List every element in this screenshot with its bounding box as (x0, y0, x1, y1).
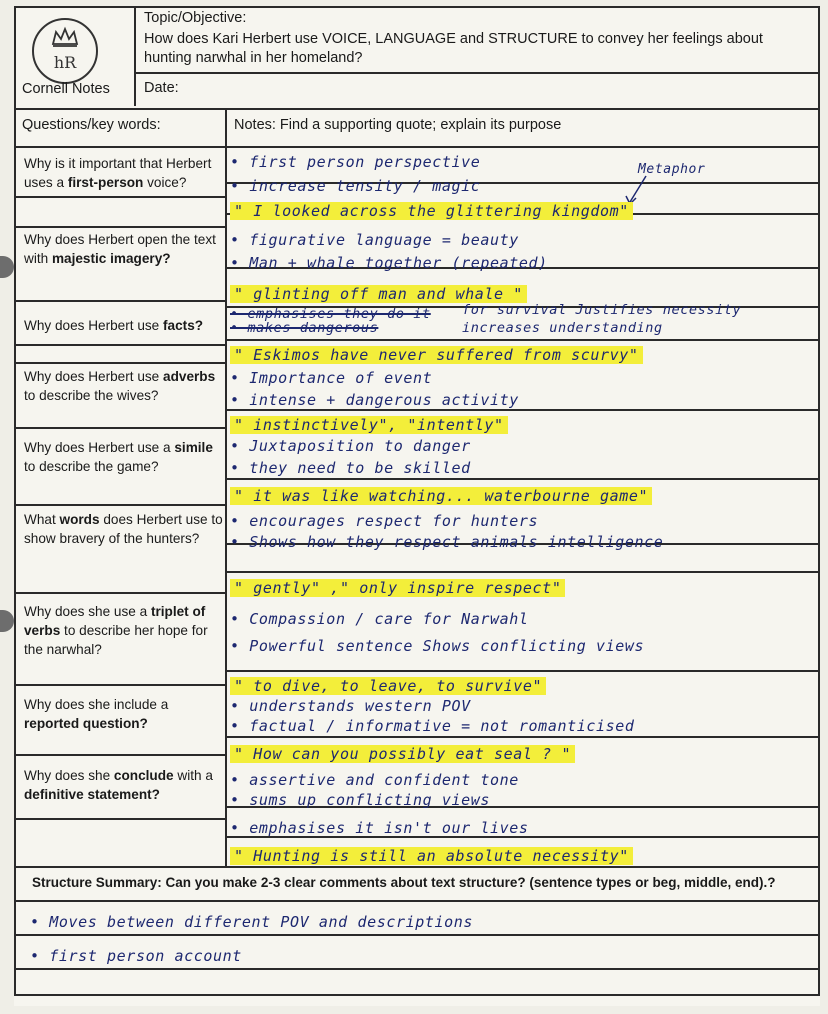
question-rule (14, 344, 226, 346)
question-first-person: Why is it important that Herbert uses a first-person voice? (24, 156, 212, 190)
column-header-rule (14, 146, 820, 148)
question-reported-question: Why does she include a reported question? (24, 697, 169, 731)
question-rule (14, 684, 226, 686)
question-rule (14, 592, 226, 594)
summary-note: • first person account (30, 947, 242, 965)
cornell-notes-sheet (14, 6, 820, 1006)
note-line: • emphasises it isn't our lives (230, 819, 529, 837)
note-line-crossed: • emphasises they do it (230, 306, 431, 322)
note-rule (225, 571, 820, 573)
binder-hole (0, 256, 14, 278)
note-rule (225, 670, 820, 672)
note-line: • intense + dangerous activity (230, 391, 519, 409)
note-line: • sums up conflicting views (230, 791, 491, 809)
note-line: • Man + whale together (repeated) (230, 254, 548, 272)
question-simile: Why does Herbert use a simile to describe the game? (24, 440, 213, 474)
frame-right (818, 6, 820, 996)
note-quote: " to dive, to leave, to survive" (230, 676, 546, 696)
question-rule (14, 300, 226, 302)
note-line: • assertive and confident tone (230, 771, 519, 789)
question-definitive-statement: Why does she conclude with a definitive statement? (24, 768, 213, 802)
date-rule (134, 72, 820, 74)
note-line: • increase tensity / magic (230, 177, 481, 195)
header-divider (134, 6, 136, 106)
question-bravery-words: What words does Herbert use to show bravery of the hunters? (24, 512, 223, 546)
structure-summary-label: Structure Summary: Can you make 2-3 clear comments about text structure? (sentence types or beg, middle, end).? (32, 875, 776, 890)
question-rule (14, 226, 226, 228)
note-rule (225, 736, 820, 738)
note-quote: " instinctively", "intently" (230, 415, 508, 435)
note-line: • Shows how they respect animals intelligence (230, 533, 664, 551)
note-quote: " it was like watching... waterbourne game" (230, 486, 652, 506)
summary-line (14, 968, 820, 970)
notes-column-label: Notes: Find a supporting quote; explain its purpose (234, 117, 562, 133)
summary-line (14, 900, 820, 902)
summary-rule (14, 866, 820, 868)
note-line-crossed: • makes dangerous (230, 320, 379, 336)
question-rule (14, 427, 226, 429)
note-line: • Importance of event (230, 369, 433, 387)
note-line: increases understanding (462, 320, 663, 336)
question-facts: Why does Herbert use facts? (24, 318, 204, 333)
note-line: • factual / informative = not romanticised (230, 717, 635, 735)
header-rule (14, 108, 820, 110)
summary-line (14, 934, 820, 936)
summary-note: • Moves between different POV and descriptions (30, 913, 474, 931)
note-annotation-metaphor: Metaphor (638, 162, 706, 177)
note-line: • they need to be skilled (230, 459, 471, 477)
svg-text:hR: hR (53, 53, 77, 72)
note-line: • figurative language = beauty (230, 231, 519, 249)
question-rule (14, 196, 226, 198)
question-adverbs: Why does Herbert use adverbs to describe the wives? (24, 369, 216, 403)
topic-text: How does Kari Herbert use VOICE, LANGUAGE and STRUCTURE to convey her feelings about hunting narwhal in her homeland? (144, 31, 763, 66)
binder-hole (0, 610, 14, 632)
note-line: • encourages respect for hunters (230, 512, 539, 530)
note-quote: " glinting off man and whale " (230, 284, 527, 304)
school-crest-logo (30, 16, 100, 86)
questions-column-label: Questions/key words: (22, 117, 161, 133)
question-rule (14, 504, 226, 506)
note-rule (225, 478, 820, 480)
question-triplet-verbs: Why does she use a triplet of verbs to describe her hope for the narwhal? (24, 604, 208, 657)
frame-bottom (14, 994, 820, 996)
note-line: • understands western POV (230, 697, 471, 715)
note-quote: " gently" ," only inspire respect" (230, 578, 565, 598)
note-rule (225, 339, 820, 341)
question-majestic-imagery: Why does Herbert open the text with majestic imagery? (24, 232, 216, 266)
note-line: • first person perspective (230, 153, 481, 171)
note-quote: " Hunting is still an absolute necessity" (230, 846, 633, 866)
note-quote: " Eskimos have never suffered from scurvy" (230, 345, 643, 365)
topic-label: Topic/Objective: (144, 10, 247, 26)
brand-label: Cornell Notes (22, 81, 110, 97)
note-quote: " How can you possibly eat seal ? " (230, 744, 575, 764)
question-rule (14, 754, 226, 756)
question-rule (14, 362, 226, 364)
note-line: • Juxtaposition to danger (230, 437, 471, 455)
note-quote: " I looked across the glittering kingdom" (230, 201, 633, 221)
question-rule (14, 818, 226, 820)
note-line: • Powerful sentence Shows conflicting views (230, 637, 645, 655)
note-line: for survival Justifies necessity (462, 302, 742, 318)
date-label: Date: (144, 80, 179, 96)
frame-left (14, 6, 16, 996)
note-line: • Compassion / care for Narwahl (230, 610, 529, 628)
